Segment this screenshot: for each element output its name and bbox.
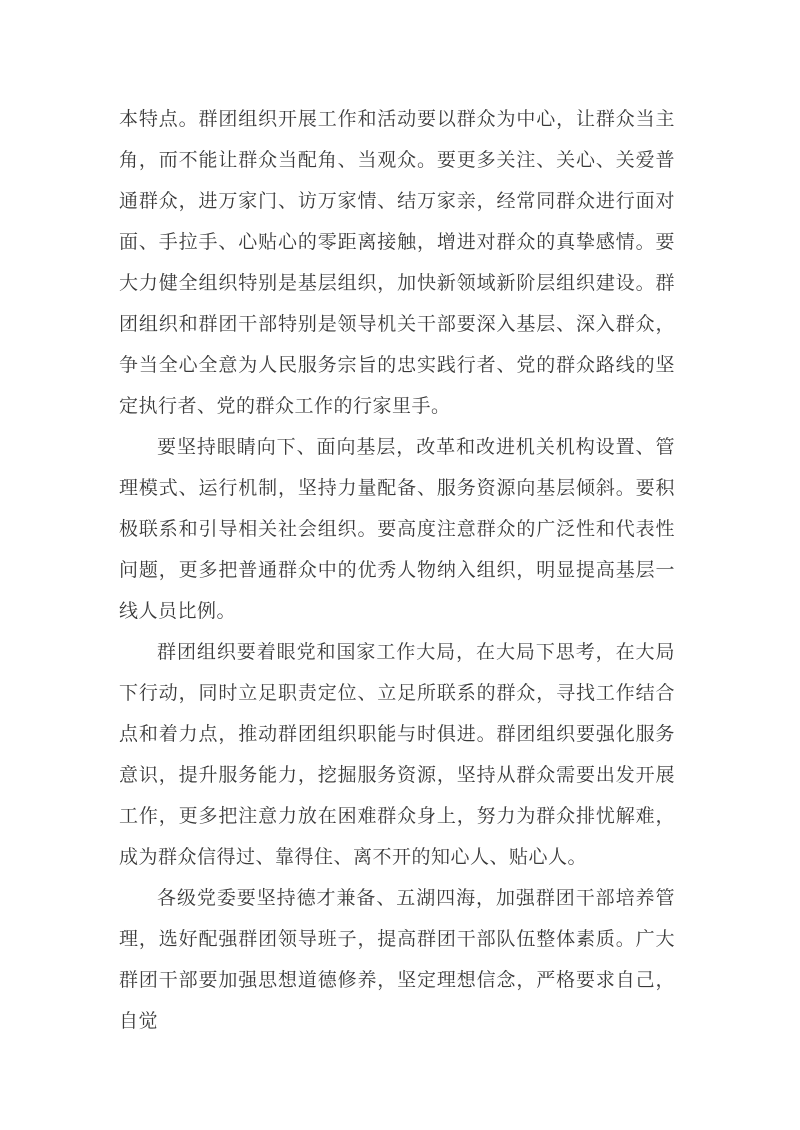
paragraph-continuation: 本特点。群团组织开展工作和活动要以群众为中心，让群众当主角，而不能让群众当配角、当观众。要更多关注、关心、关爱普通群众，进万家门、访万家情、结万家亲，经常同群众进行面对面、手拉手、心贴心的零距离接触，增进对群众的真挚感情。要大力健全组织特别是基层组织，加快新领域新阶层组织建设。群团组织和群团干部特别是领导机关干部要深入基层、深入群众，争当全心全意为人民服务宗旨的忠实践行者、党的群众路线的坚定执行者、党的群众工作的行家里手。: [119, 109, 675, 417]
paragraph: 要坚持眼睛向下、面向基层，改革和改进机关机构设置、管理模式、运行机制，坚持力量配备、服务资源向基层倾斜。要积极联系和引导相关社会组织。要高度注意群众的广泛性和代表性问题，更多把普通群众中的优秀人物纳入组织，明显提高基层一线人员比例。: [119, 437, 675, 622]
paragraph: 群团组织要着眼党和国家工作大局，在大局下思考，在大局下行动，同时立足职责定位、立足所联系的群众，寻找工作结合点和着力点，推动群团组织职能与时俱进。群团组织要强化服务意识，提升服务能力，挖掘服务资源，坚持从群众需要出发开展工作，更多把注意力放在困难群众身上，努力为群众排忧解难，成为群众信得过、靠得住、离不开的知心人、贴心人。: [119, 642, 675, 868]
document-body: [119, 99, 675, 1042]
paragraph: 各级党委要坚持德才兼备、五湖四海，加强群团干部培养管理，选好配强群团领导班子，提高群团干部队伍整体素质。广大群团干部要加强思想道德修养，坚定理想信念，严格要求自己，自觉: [119, 888, 675, 1032]
